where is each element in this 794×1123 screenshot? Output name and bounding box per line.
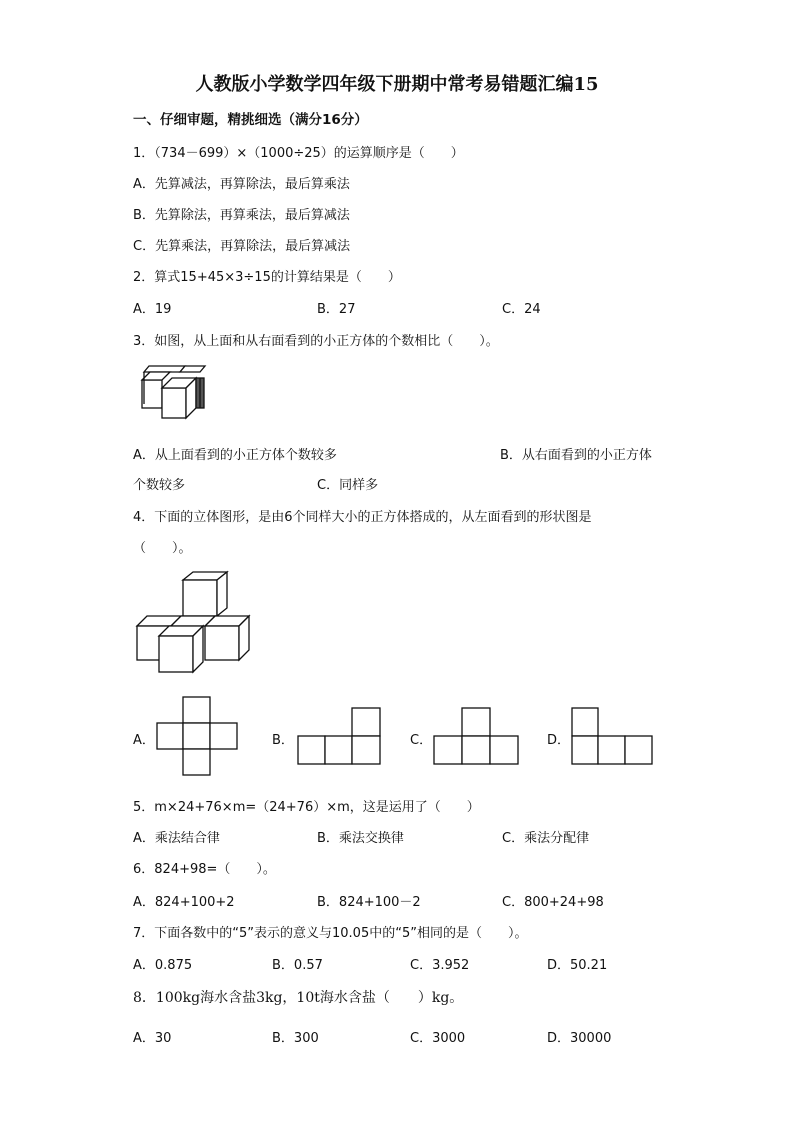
question-6-option-a[interactable]: A．824+100+2 (133, 895, 235, 910)
question-2-option-a[interactable]: A．19 (133, 302, 172, 317)
question-6-option-c[interactable]: C．800+24+98 (502, 895, 604, 910)
question-8-stem: 8．100kg海水含盐3kg，10t海水含盐（ ）kg。 (133, 990, 464, 1006)
question-4-stem-line1: 4．下面的立体图形，是由6个同样大小的正方体搭成的，从左面看到的形状图是 (133, 510, 592, 525)
question-4-option-c[interactable]: C． (410, 733, 433, 748)
question-4-option-a-figure[interactable] (155, 695, 239, 777)
section-heading: 一、仔细审题，精挑细选（满分16分） (133, 112, 368, 128)
question-4-option-c-figure[interactable] (432, 706, 520, 766)
question-8-option-c[interactable]: C．3000 (410, 1031, 466, 1046)
question-5-option-c[interactable]: C．乘法分配律 (502, 831, 590, 846)
question-5-stem: 5．m×24+76×m=（24+76）×m，这是运用了（ ） (133, 800, 480, 815)
question-7-stem: 7．下面各数中的“5”表示的意义与10.05中的“5”相同的是（ ）。 (133, 926, 528, 941)
question-4-option-b-figure[interactable] (296, 706, 382, 766)
question-5-option-a[interactable]: A．乘法结合律 (133, 831, 220, 846)
question-3-stem: 3．如图，从上面和从右面看到的小正方体的个数相比（ ）。 (133, 334, 499, 349)
question-2-stem: 2．算式15+45×3÷15的计算结果是（ ） (133, 270, 401, 285)
question-1-option-a[interactable]: A．先算减法，再算除法，最后算乘法 (133, 177, 350, 192)
question-3-option-c[interactable]: C．同样多 (317, 478, 379, 493)
question-6-stem: 6．824+98=（ ）。 (133, 862, 276, 877)
question-4-option-d[interactable]: D． (547, 733, 571, 748)
question-4-option-b[interactable]: B． (272, 733, 294, 748)
question-2-option-b[interactable]: B．27 (317, 302, 356, 317)
question-8-option-b[interactable]: B．300 (272, 1031, 319, 1046)
question-1-stem: 1．（734－699）×（1000÷25）的运算顺序是（ ） (133, 146, 464, 161)
question-1-option-c[interactable]: C．先算乘法，再算除法，最后算减法 (133, 239, 351, 254)
question-8-option-a[interactable]: A．30 (133, 1031, 172, 1046)
question-4-option-a[interactable]: A． (133, 733, 155, 748)
question-5-option-b[interactable]: B．乘法交换律 (317, 831, 404, 846)
question-7-option-c[interactable]: C．3.952 (410, 958, 470, 973)
question-4-stem-line2: （ ）。 (133, 541, 192, 556)
question-1-option-b[interactable]: B．先算除法，再算乘法，最后算减法 (133, 208, 350, 223)
question-3-cube-figure (136, 362, 211, 424)
question-7-option-d[interactable]: D．50.21 (547, 958, 608, 973)
question-4-solid-figure (135, 570, 253, 676)
question-3-option-a[interactable]: A．从上面看到的小正方体个数较多 (133, 448, 337, 463)
question-6-option-b[interactable]: B．824+100－2 (317, 895, 421, 910)
question-2-option-c[interactable]: C．24 (502, 302, 541, 317)
question-3-option-b-cont[interactable]: 个数较多 (133, 478, 186, 493)
question-7-option-a[interactable]: A．0.875 (133, 958, 193, 973)
question-4-option-d-figure[interactable] (570, 706, 654, 766)
question-8-option-d[interactable]: D．30000 (547, 1031, 612, 1046)
question-3-option-b[interactable]: B．从右面看到的小正方体 (500, 448, 652, 463)
question-7-option-b[interactable]: B．0.57 (272, 958, 323, 973)
page-title: 人教版小学数学四年级下册期中常考易错题汇编15 (195, 74, 599, 95)
